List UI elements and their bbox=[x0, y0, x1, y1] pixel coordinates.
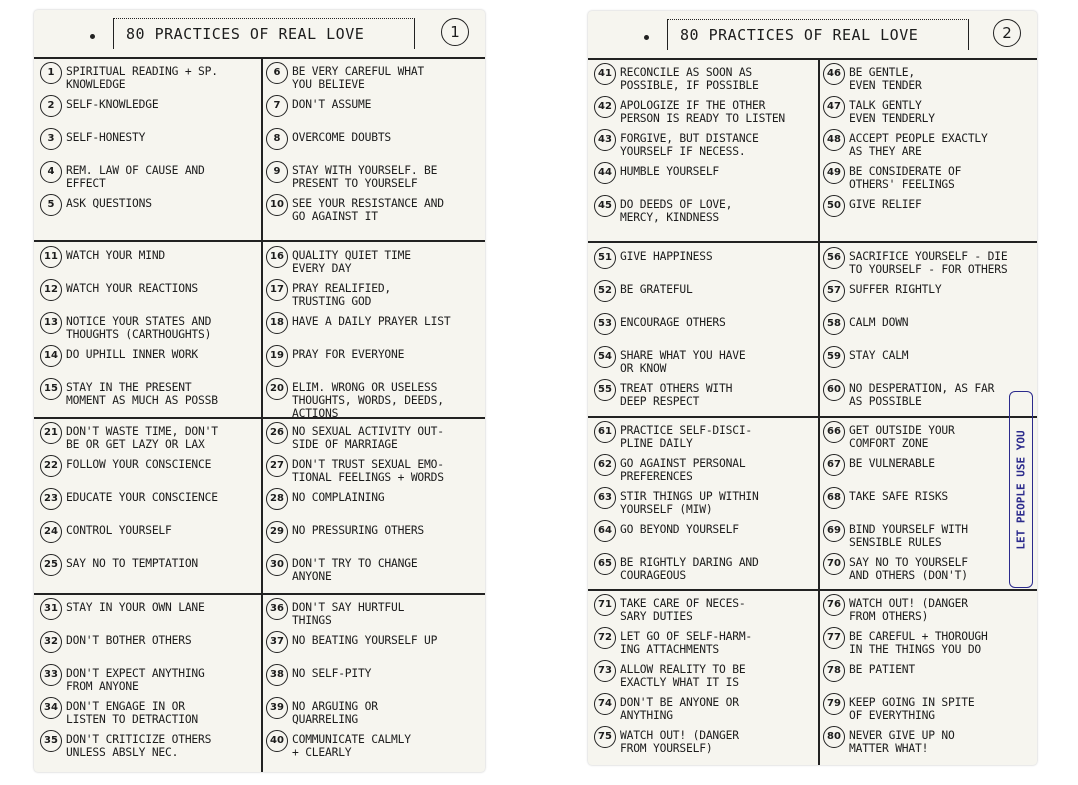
practice-item bbox=[823, 379, 1023, 412]
item-number-circle: 22 bbox=[40, 455, 62, 477]
item-text: WATCH OUT! (DANGER FROM OTHERS) bbox=[849, 597, 968, 623]
item-number-circle: 58 bbox=[823, 313, 845, 335]
item-text: TAKE CARE OF NECES- SARY DUTIES bbox=[620, 597, 746, 623]
item-text: ACCEPT PEOPLE EXACTLY AS THEY ARE bbox=[849, 132, 988, 158]
title-box bbox=[113, 18, 415, 49]
row-divider bbox=[588, 416, 1037, 418]
item-text: SAY NO TO YOURSELF AND OTHERS (DON'T) bbox=[849, 556, 968, 582]
practice-item bbox=[266, 598, 481, 631]
row-divider bbox=[588, 241, 1037, 243]
practice-cell bbox=[594, 594, 816, 759]
item-text: BE CAREFUL + THOROUGH IN THE THINGS YOU DO bbox=[849, 630, 988, 656]
practice-item bbox=[266, 128, 481, 161]
item-number-circle: 26 bbox=[266, 422, 288, 444]
practices-card-2 bbox=[588, 11, 1037, 765]
item-text: NO PRESSURING OTHERS bbox=[292, 524, 425, 537]
practice-item bbox=[40, 598, 259, 631]
practice-item bbox=[266, 312, 481, 345]
item-number-circle: 67 bbox=[823, 454, 845, 476]
item-text: OVERCOME DOUBTS bbox=[292, 131, 392, 144]
item-number-circle: 23 bbox=[40, 488, 62, 510]
item-number-circle: 69 bbox=[823, 520, 845, 542]
item-text: DON'T BE ANYONE OR ANYTHING bbox=[620, 696, 739, 722]
item-text: STAY IN THE PRESENT MOMENT AS MUCH AS POSSB bbox=[66, 381, 218, 407]
practice-item bbox=[823, 313, 1023, 346]
item-number-circle: 44 bbox=[594, 162, 616, 184]
column-divider bbox=[261, 57, 263, 772]
item-number-circle: 38 bbox=[266, 664, 288, 686]
item-text: HUMBLE YOURSELF bbox=[620, 165, 720, 178]
practice-cell bbox=[40, 422, 259, 587]
practice-item bbox=[594, 313, 816, 346]
practice-item bbox=[40, 312, 259, 345]
item-number-circle: 16 bbox=[266, 246, 288, 268]
practice-item bbox=[266, 455, 481, 488]
item-number-circle: 39 bbox=[266, 697, 288, 719]
practice-item bbox=[40, 194, 259, 227]
practice-item bbox=[40, 345, 259, 378]
item-text: STAY WITH YOURSELF. BE PRESENT TO YOURSELF bbox=[292, 164, 438, 190]
practice-item bbox=[266, 631, 481, 664]
item-number-circle: 47 bbox=[823, 96, 845, 118]
practice-item bbox=[594, 454, 816, 487]
item-number-circle: 20 bbox=[266, 378, 288, 400]
item-number-circle: 70 bbox=[823, 553, 845, 575]
card-header bbox=[588, 11, 1037, 60]
title-box bbox=[667, 19, 969, 50]
item-number-circle: 77 bbox=[823, 627, 845, 649]
practice-item bbox=[40, 128, 259, 161]
practice-item bbox=[594, 162, 816, 195]
item-text: STAY CALM bbox=[849, 349, 909, 362]
item-text: NO SELF-PITY bbox=[292, 667, 372, 680]
item-number-circle: 14 bbox=[40, 345, 62, 367]
practice-cell bbox=[823, 247, 1023, 412]
item-text: NO DESPERATION, AS FAR AS POSSIBLE bbox=[849, 382, 995, 408]
item-text: BIND YOURSELF WITH SENSIBLE RULES bbox=[849, 523, 968, 549]
item-text: BE CONSIDERATE OF OTHERS' FEELINGS bbox=[849, 165, 962, 191]
practice-item bbox=[266, 62, 481, 95]
item-number-circle: 21 bbox=[40, 422, 62, 444]
item-text: SUFFER RIGHTLY bbox=[849, 283, 942, 296]
item-number-circle: 37 bbox=[266, 631, 288, 653]
item-number-circle: 49 bbox=[823, 162, 845, 184]
card-number: 2 bbox=[993, 19, 1021, 47]
item-number-circle: 78 bbox=[823, 660, 845, 682]
item-number-circle: 53 bbox=[594, 313, 616, 335]
practice-cell bbox=[823, 63, 1023, 228]
item-number-circle: 25 bbox=[40, 554, 62, 576]
practice-item bbox=[266, 378, 481, 420]
item-text: SHARE WHAT YOU HAVE OR KNOW bbox=[620, 349, 746, 375]
practice-cell bbox=[40, 62, 259, 227]
item-text: BE VULNERABLE bbox=[849, 457, 935, 470]
practice-cell bbox=[594, 421, 816, 586]
item-text: APOLOGIZE IF THE OTHER PERSON IS READY TO LISTEN bbox=[620, 99, 786, 125]
item-text: PRACTICE SELF-DISCI- PLINE DAILY bbox=[620, 424, 753, 450]
item-number-circle: 5 bbox=[40, 194, 62, 216]
item-text: WATCH YOUR MIND bbox=[66, 249, 166, 262]
practice-item bbox=[823, 247, 1023, 280]
practice-item bbox=[823, 726, 1023, 759]
item-text: EDUCATE YOUR CONSCIENCE bbox=[66, 491, 218, 504]
practice-item bbox=[40, 378, 259, 411]
practice-item bbox=[594, 487, 816, 520]
item-number-circle: 4 bbox=[40, 161, 62, 183]
practice-item bbox=[594, 594, 816, 627]
item-text: DON'T TRY TO CHANGE ANYONE bbox=[292, 557, 418, 583]
item-number-circle: 32 bbox=[40, 631, 62, 653]
practice-item bbox=[40, 488, 259, 521]
item-number-circle: 35 bbox=[40, 730, 62, 752]
practice-item bbox=[823, 96, 1023, 129]
practice-item bbox=[823, 487, 1023, 520]
item-text: NOTICE YOUR STATES AND THOUGHTS (CARTHOUGHTS) bbox=[66, 315, 212, 341]
item-text: TAKE SAFE RISKS bbox=[849, 490, 949, 503]
practice-item bbox=[266, 488, 481, 521]
item-number-circle: 73 bbox=[594, 660, 616, 682]
item-number-circle: 30 bbox=[266, 554, 288, 576]
card-number: 1 bbox=[441, 18, 469, 46]
item-text: DON'T CRITICIZE OTHERS UNLESS ABSLY NEC. bbox=[66, 733, 212, 759]
item-text: DON'T WASTE TIME, DON'T BE OR GET LAZY OR LAX bbox=[66, 425, 218, 451]
column-divider bbox=[818, 58, 820, 765]
practice-item bbox=[40, 664, 259, 697]
item-text: FOLLOW YOUR CONSCIENCE bbox=[66, 458, 212, 471]
item-number-circle: 72 bbox=[594, 627, 616, 649]
item-text: SELF-KNOWLEDGE bbox=[66, 98, 159, 111]
row-divider bbox=[34, 240, 485, 242]
item-number-circle: 18 bbox=[266, 312, 288, 334]
card-title: 80 PRACTICES OF REAL LOVE bbox=[680, 26, 919, 44]
practice-item bbox=[594, 421, 816, 454]
practice-item bbox=[823, 195, 1023, 228]
item-text: SAY NO TO TEMPTATION bbox=[66, 557, 199, 570]
item-text: PRAY FOR EVERYONE bbox=[292, 348, 405, 361]
item-text: QUALITY QUIET TIME EVERY DAY bbox=[292, 249, 411, 275]
item-text: DON'T SAY HURTFUL THINGS bbox=[292, 601, 405, 627]
practice-item bbox=[823, 421, 1023, 454]
card-title: 80 PRACTICES OF REAL LOVE bbox=[126, 25, 365, 43]
item-number-circle: 8 bbox=[266, 128, 288, 150]
practice-item bbox=[594, 129, 816, 162]
item-number-circle: 50 bbox=[823, 195, 845, 217]
item-number-circle: 6 bbox=[266, 62, 288, 84]
item-number-circle: 34 bbox=[40, 697, 62, 719]
item-number-circle: 63 bbox=[594, 487, 616, 509]
item-number-circle: 15 bbox=[40, 378, 62, 400]
item-number-circle: 13 bbox=[40, 312, 62, 334]
item-number-circle: 62 bbox=[594, 454, 616, 476]
item-number-circle: 24 bbox=[40, 521, 62, 543]
item-text: BE PATIENT bbox=[849, 663, 916, 676]
practice-cell bbox=[266, 246, 481, 420]
practice-item bbox=[594, 280, 816, 313]
item-text: COMMUNICATE CALMLY + CLEARLY bbox=[292, 733, 411, 759]
item-number-circle: 60 bbox=[823, 379, 845, 401]
item-number-circle: 29 bbox=[266, 521, 288, 543]
item-number-circle: 52 bbox=[594, 280, 616, 302]
bullet-dot bbox=[90, 34, 95, 39]
item-text: SPIRITUAL READING + SP. KNOWLEDGE bbox=[66, 65, 218, 91]
item-number-circle: 57 bbox=[823, 280, 845, 302]
item-text: ASK QUESTIONS bbox=[66, 197, 152, 210]
practice-item bbox=[594, 520, 816, 553]
practice-item bbox=[594, 96, 816, 129]
item-text: TREAT OTHERS WITH DEEP RESPECT bbox=[620, 382, 733, 408]
practice-item bbox=[266, 194, 481, 227]
practice-item bbox=[594, 63, 816, 96]
practice-item bbox=[40, 631, 259, 664]
item-text: DON'T ASSUME bbox=[292, 98, 372, 111]
practice-cell bbox=[823, 421, 1023, 586]
item-text: NO SEXUAL ACTIVITY OUT- SIDE OF MARRIAGE bbox=[292, 425, 444, 451]
item-text: SACRIFICE YOURSELF - DIE TO YOURSELF - FOR OTHERS bbox=[849, 250, 1008, 276]
item-text: NO ARGUING OR QUARRELING bbox=[292, 700, 378, 726]
item-number-circle: 71 bbox=[594, 594, 616, 616]
practice-item bbox=[40, 521, 259, 554]
practice-cell bbox=[594, 247, 816, 412]
practice-item bbox=[266, 279, 481, 312]
item-number-circle: 51 bbox=[594, 247, 616, 269]
practice-item bbox=[823, 63, 1023, 96]
practice-item bbox=[266, 521, 481, 554]
practice-cell bbox=[40, 598, 259, 763]
practice-cell bbox=[823, 594, 1023, 759]
item-text: WATCH OUT! (DANGER FROM YOURSELF) bbox=[620, 729, 739, 755]
item-number-circle: 54 bbox=[594, 346, 616, 368]
item-text: BE RIGHTLY DARING AND COURAGEOUS bbox=[620, 556, 759, 582]
item-number-circle: 3 bbox=[40, 128, 62, 150]
item-text: CALM DOWN bbox=[849, 316, 909, 329]
practice-item bbox=[823, 594, 1023, 627]
item-text: DON'T BOTHER OTHERS bbox=[66, 634, 192, 647]
item-number-circle: 64 bbox=[594, 520, 616, 542]
practice-item bbox=[823, 627, 1023, 660]
item-text: NEVER GIVE UP NO MATTER WHAT! bbox=[849, 729, 955, 755]
item-number-circle: 42 bbox=[594, 96, 616, 118]
practice-item bbox=[594, 726, 816, 759]
item-number-circle: 12 bbox=[40, 279, 62, 301]
item-number-circle: 56 bbox=[823, 247, 845, 269]
practice-item bbox=[823, 553, 1023, 586]
side-note-text: LET PEOPLE USE YOU bbox=[1014, 429, 1028, 550]
practice-item bbox=[40, 62, 259, 95]
practice-cell bbox=[266, 422, 481, 587]
practice-item bbox=[823, 693, 1023, 726]
practice-item bbox=[594, 379, 816, 412]
item-text: GO AGAINST PERSONAL PREFERENCES bbox=[620, 457, 746, 483]
item-number-circle: 55 bbox=[594, 379, 616, 401]
practice-item bbox=[266, 95, 481, 128]
item-number-circle: 11 bbox=[40, 246, 62, 268]
item-number-circle: 76 bbox=[823, 594, 845, 616]
practice-item bbox=[266, 345, 481, 378]
practice-item bbox=[266, 554, 481, 587]
item-text: FORGIVE, BUT DISTANCE YOURSELF IF NECESS. bbox=[620, 132, 759, 158]
practice-cell bbox=[266, 598, 481, 763]
item-number-circle: 9 bbox=[266, 161, 288, 183]
item-text: RECONCILE AS SOON AS POSSIBLE, IF POSSIBLE bbox=[620, 66, 759, 92]
item-number-circle: 45 bbox=[594, 195, 616, 217]
item-text: SELF-HONESTY bbox=[66, 131, 146, 144]
item-text: BE GRATEFUL bbox=[620, 283, 693, 296]
card-header bbox=[34, 10, 485, 59]
item-number-circle: 41 bbox=[594, 63, 616, 85]
item-number-circle: 19 bbox=[266, 345, 288, 367]
practice-item bbox=[40, 455, 259, 488]
item-text: GIVE RELIEF bbox=[849, 198, 922, 211]
item-text: GET OUTSIDE YOUR COMFORT ZONE bbox=[849, 424, 955, 450]
item-text: DON'T EXPECT ANYTHING FROM ANYONE bbox=[66, 667, 205, 693]
item-text: PRAY REALIFIED, TRUSTING GOD bbox=[292, 282, 392, 308]
practice-item bbox=[594, 346, 816, 379]
practice-item bbox=[594, 553, 816, 586]
practice-cell bbox=[40, 246, 259, 411]
item-number-circle: 1 bbox=[40, 62, 62, 84]
item-number-circle: 80 bbox=[823, 726, 845, 748]
item-number-circle: 46 bbox=[823, 63, 845, 85]
item-number-circle: 31 bbox=[40, 598, 62, 620]
item-number-circle: 17 bbox=[266, 279, 288, 301]
item-number-circle: 74 bbox=[594, 693, 616, 715]
practice-item bbox=[823, 520, 1023, 553]
practice-item bbox=[266, 664, 481, 697]
item-text: WATCH YOUR REACTIONS bbox=[66, 282, 199, 295]
item-text: STIR THINGS UP WITHIN YOURSELF (MIW) bbox=[620, 490, 759, 516]
practice-item bbox=[823, 660, 1023, 693]
practice-item bbox=[266, 422, 481, 455]
item-text: STAY IN YOUR OWN LANE bbox=[66, 601, 205, 614]
item-number-circle: 27 bbox=[266, 455, 288, 477]
item-number-circle: 66 bbox=[823, 421, 845, 443]
item-text: CONTROL YOURSELF bbox=[66, 524, 172, 537]
practice-item bbox=[594, 660, 816, 693]
practice-item bbox=[40, 554, 259, 587]
item-text: NO COMPLAINING bbox=[292, 491, 385, 504]
item-number-circle: 33 bbox=[40, 664, 62, 686]
practice-item bbox=[823, 129, 1023, 162]
practice-item bbox=[823, 454, 1023, 487]
practice-item bbox=[594, 627, 816, 660]
practice-cell bbox=[266, 62, 481, 227]
row-divider bbox=[588, 589, 1037, 591]
item-text: LET GO OF SELF-HARM- ING ATTACHMENTS bbox=[620, 630, 753, 656]
practice-item bbox=[823, 162, 1023, 195]
item-number-circle: 65 bbox=[594, 553, 616, 575]
practice-item bbox=[40, 422, 259, 455]
item-text: TALK GENTLY EVEN TENDERLY bbox=[849, 99, 935, 125]
practice-item bbox=[594, 247, 816, 280]
item-number-circle: 68 bbox=[823, 487, 845, 509]
item-text: HAVE A DAILY PRAYER LIST bbox=[292, 315, 451, 328]
practice-item bbox=[266, 730, 481, 763]
item-number-circle: 40 bbox=[266, 730, 288, 752]
item-number-circle: 79 bbox=[823, 693, 845, 715]
item-number-circle: 48 bbox=[823, 129, 845, 151]
practice-item bbox=[40, 697, 259, 730]
item-number-circle: 28 bbox=[266, 488, 288, 510]
practice-item bbox=[40, 730, 259, 763]
item-text: GIVE HAPPINESS bbox=[620, 250, 713, 263]
item-text: BE VERY CAREFUL WHAT YOU BELIEVE bbox=[292, 65, 425, 91]
item-text: GO BEYOND YOURSELF bbox=[620, 523, 739, 536]
item-number-circle: 43 bbox=[594, 129, 616, 151]
item-text: DO DEEDS OF LOVE, MERCY, KINDNESS bbox=[620, 198, 733, 224]
item-number-circle: 61 bbox=[594, 421, 616, 443]
item-text: DO UPHILL INNER WORK bbox=[66, 348, 199, 361]
practice-item bbox=[823, 280, 1023, 313]
item-number-circle: 7 bbox=[266, 95, 288, 117]
practice-item bbox=[594, 195, 816, 228]
item-text: ALLOW REALITY TO BE EXACTLY WHAT IT IS bbox=[620, 663, 746, 689]
practice-item bbox=[594, 693, 816, 726]
bullet-dot bbox=[644, 35, 649, 40]
item-number-circle: 36 bbox=[266, 598, 288, 620]
row-divider bbox=[34, 593, 485, 595]
item-number-circle: 10 bbox=[266, 194, 288, 216]
practice-item bbox=[40, 246, 259, 279]
practice-item bbox=[40, 161, 259, 194]
practice-item bbox=[266, 246, 481, 279]
item-text: KEEP GOING IN SPITE OF EVERYTHING bbox=[849, 696, 975, 722]
item-text: DON'T ENGAGE IN OR LISTEN TO DETRACTION bbox=[66, 700, 199, 726]
practice-item bbox=[266, 161, 481, 194]
practice-item bbox=[40, 95, 259, 128]
item-text: BE GENTLE, EVEN TENDER bbox=[849, 66, 922, 92]
item-number-circle: 75 bbox=[594, 726, 616, 748]
practice-item bbox=[266, 697, 481, 730]
item-text: REM. LAW OF CAUSE AND EFFECT bbox=[66, 164, 205, 190]
item-text: DON'T TRUST SEXUAL EMO- TIONAL FEELINGS + WORDS bbox=[292, 458, 444, 484]
item-text: SEE YOUR RESISTANCE AND GO AGAINST IT bbox=[292, 197, 444, 223]
item-number-circle: 59 bbox=[823, 346, 845, 368]
item-number-circle: 2 bbox=[40, 95, 62, 117]
item-text: ELIM. WRONG OR USELESS THOUGHTS, WORDS, DEEDS, ACTIONS bbox=[292, 381, 444, 420]
item-text: NO BEATING YOURSELF UP bbox=[292, 634, 438, 647]
practices-card-1 bbox=[34, 10, 485, 772]
practice-item bbox=[823, 346, 1023, 379]
practice-cell bbox=[594, 63, 816, 228]
item-text: ENCOURAGE OTHERS bbox=[620, 316, 726, 329]
practice-item bbox=[40, 279, 259, 312]
